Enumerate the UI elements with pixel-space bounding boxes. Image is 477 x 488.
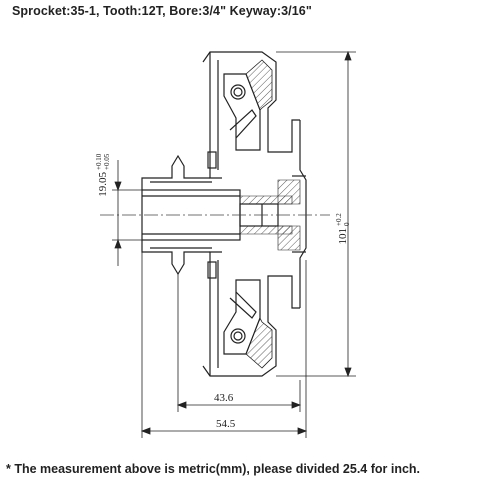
outer-tolerance-upper: +0.2 [335,213,343,226]
clutch-outline [142,52,306,376]
outer-diameter-value: 101 [337,228,349,245]
outer-diameter-dimension [276,52,356,376]
bore-tolerance-lower: +0.05 [103,153,111,170]
outer-tolerance-lower: 0 [343,222,351,226]
bore-dimension [112,160,142,266]
metric-note: * The measurement above is metric(mm), please divided 25.4 for inch. [6,462,421,476]
length-overall-value: 54.5 [216,418,236,430]
bore-value: 19.05 [97,172,109,197]
bore-tolerance-upper: +0.10 [95,153,103,170]
length-inner-value: 43.6 [214,392,234,404]
spec-title: Sprocket:35-1, Tooth:12T, Bore:3/4" Keyway:3/16" [12,4,312,18]
